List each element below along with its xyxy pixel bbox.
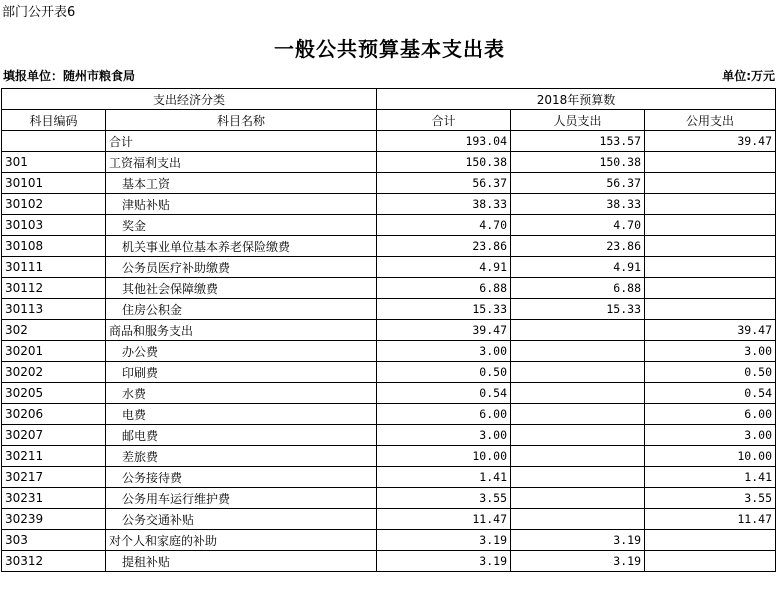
cell-name: 差旅费 (106, 446, 377, 467)
table-row (2, 257, 776, 278)
cell-code: 301 (2, 152, 106, 173)
cell-personnel (511, 425, 645, 446)
cell-personnel (511, 362, 645, 383)
cell-personnel (511, 320, 645, 341)
cell-code: 30217 (2, 467, 106, 488)
cell-public: 10.00 (645, 446, 776, 467)
cell-personnel: 4.91 (511, 257, 645, 278)
cell-personnel: 56.37 (511, 173, 645, 194)
cell-total: 3.55 (377, 488, 511, 509)
cell-total: 3.19 (377, 530, 511, 551)
cell-public: 11.47 (645, 509, 776, 530)
cell-code: 30211 (2, 446, 106, 467)
table-row (2, 131, 776, 152)
cell-public (645, 299, 776, 320)
cell-public (645, 152, 776, 173)
cell-total: 10.00 (377, 446, 511, 467)
cell-personnel (511, 467, 645, 488)
table-body (2, 131, 776, 572)
cell-public (645, 278, 776, 299)
cell-public (645, 215, 776, 236)
cell-public (645, 194, 776, 215)
cell-total: 56.37 (377, 173, 511, 194)
cell-code (2, 131, 106, 152)
sheet-label: 部门公开表6 (2, 5, 76, 20)
cell-code: 30102 (2, 194, 106, 215)
cell-personnel (511, 383, 645, 404)
cell-public: 39.47 (645, 320, 776, 341)
cell-code: 30312 (2, 551, 106, 572)
cell-name: 合计 (106, 131, 377, 152)
table-row (2, 551, 776, 572)
cell-public: 39.47 (645, 131, 776, 152)
cell-public (645, 551, 776, 572)
cell-code: 30101 (2, 173, 106, 194)
cell-total: 3.19 (377, 551, 511, 572)
cell-name: 其他社会保障缴费 (106, 278, 377, 299)
cell-public: 3.55 (645, 488, 776, 509)
cell-code: 30111 (2, 257, 106, 278)
cell-total: 15.33 (377, 299, 511, 320)
cell-public: 1.41 (645, 467, 776, 488)
cell-name: 基本工资 (106, 173, 377, 194)
cell-name: 印刷费 (106, 362, 377, 383)
cell-personnel (511, 509, 645, 530)
cell-total: 0.50 (377, 362, 511, 383)
cell-name: 公务交通补贴 (106, 509, 377, 530)
cell-name: 电费 (106, 404, 377, 425)
table-row (2, 341, 776, 362)
cell-public: 6.00 (645, 404, 776, 425)
table-row (2, 236, 776, 257)
cell-code: 30231 (2, 488, 106, 509)
cell-code: 30207 (2, 425, 106, 446)
cell-name: 水费 (106, 383, 377, 404)
cell-personnel: 153.57 (511, 131, 645, 152)
cell-personnel: 38.33 (511, 194, 645, 215)
cell-code: 30112 (2, 278, 106, 299)
table-row (2, 446, 776, 467)
column-header-public: 公用支出 (645, 110, 776, 131)
cell-name: 公务员医疗补助缴费 (106, 257, 377, 278)
cell-code: 30201 (2, 341, 106, 362)
group-header-classification: 支出经济分类 (2, 89, 377, 110)
cell-personnel: 6.88 (511, 278, 645, 299)
table-row (2, 320, 776, 341)
cell-name: 工资福利支出 (106, 152, 377, 173)
cell-public (645, 236, 776, 257)
table-row (2, 425, 776, 446)
cell-name: 住房公积金 (106, 299, 377, 320)
table-row (2, 299, 776, 320)
column-header-total: 合计 (377, 110, 511, 131)
cell-name: 提租补贴 (106, 551, 377, 572)
cell-personnel: 3.19 (511, 551, 645, 572)
cell-total: 39.47 (377, 320, 511, 341)
currency-unit: 单位:万元 (722, 69, 775, 83)
cell-public: 0.50 (645, 362, 776, 383)
cell-code: 30202 (2, 362, 106, 383)
cell-name: 对个人和家庭的补助 (106, 530, 377, 551)
budget-table (1, 88, 776, 572)
cell-personnel: 3.19 (511, 530, 645, 551)
cell-personnel (511, 404, 645, 425)
cell-public (645, 257, 776, 278)
table-row (2, 362, 776, 383)
table-row (2, 383, 776, 404)
cell-name: 津贴补贴 (106, 194, 377, 215)
cell-personnel (511, 446, 645, 467)
cell-code: 30239 (2, 509, 106, 530)
cell-code: 303 (2, 530, 106, 551)
cell-personnel (511, 341, 645, 362)
cell-name: 办公费 (106, 341, 377, 362)
cell-public (645, 530, 776, 551)
cell-public: 0.54 (645, 383, 776, 404)
cell-personnel: 15.33 (511, 299, 645, 320)
cell-total: 11.47 (377, 509, 511, 530)
cell-total: 1.41 (377, 467, 511, 488)
table-row (2, 152, 776, 173)
cell-total: 193.04 (377, 131, 511, 152)
cell-code: 30108 (2, 236, 106, 257)
cell-name: 邮电费 (106, 425, 377, 446)
column-header-code: 科目编码 (2, 110, 106, 131)
cell-total: 3.00 (377, 425, 511, 446)
column-header-name: 科目名称 (106, 110, 377, 131)
cell-public (645, 173, 776, 194)
cell-total: 6.88 (377, 278, 511, 299)
cell-code: 30103 (2, 215, 106, 236)
cell-code: 30206 (2, 404, 106, 425)
cell-code: 302 (2, 320, 106, 341)
cell-total: 4.70 (377, 215, 511, 236)
column-header-personnel: 人员支出 (511, 110, 645, 131)
table-row (2, 530, 776, 551)
cell-code: 30205 (2, 383, 106, 404)
table-header-row (2, 110, 776, 131)
table-group-header-row (2, 89, 776, 110)
cell-name: 机关事业单位基本养老保险缴费 (106, 236, 377, 257)
cell-total: 150.38 (377, 152, 511, 173)
cell-personnel: 4.70 (511, 215, 645, 236)
table-row (2, 215, 776, 236)
cell-name: 商品和服务支出 (106, 320, 377, 341)
cell-name: 奖金 (106, 215, 377, 236)
group-header-budget: 2018年预算数 (377, 89, 776, 110)
cell-personnel: 23.86 (511, 236, 645, 257)
table-row (2, 194, 776, 215)
cell-name: 公务接待费 (106, 467, 377, 488)
cell-total: 6.00 (377, 404, 511, 425)
table-row (2, 509, 776, 530)
cell-total: 0.54 (377, 383, 511, 404)
cell-total: 38.33 (377, 194, 511, 215)
cell-name: 公务用车运行维护费 (106, 488, 377, 509)
table-row (2, 278, 776, 299)
page-title: 一般公共预算基本支出表 (274, 37, 505, 61)
cell-total: 3.00 (377, 341, 511, 362)
cell-personnel: 150.38 (511, 152, 645, 173)
table-row (2, 488, 776, 509)
cell-public: 3.00 (645, 425, 776, 446)
reporting-unit: 填报单位：随州市粮食局 (3, 69, 136, 83)
table-row (2, 467, 776, 488)
table-row (2, 404, 776, 425)
cell-total: 4.91 (377, 257, 511, 278)
table-row (2, 173, 776, 194)
cell-code: 30113 (2, 299, 106, 320)
cell-personnel (511, 488, 645, 509)
cell-public: 3.00 (645, 341, 776, 362)
cell-total: 23.86 (377, 236, 511, 257)
